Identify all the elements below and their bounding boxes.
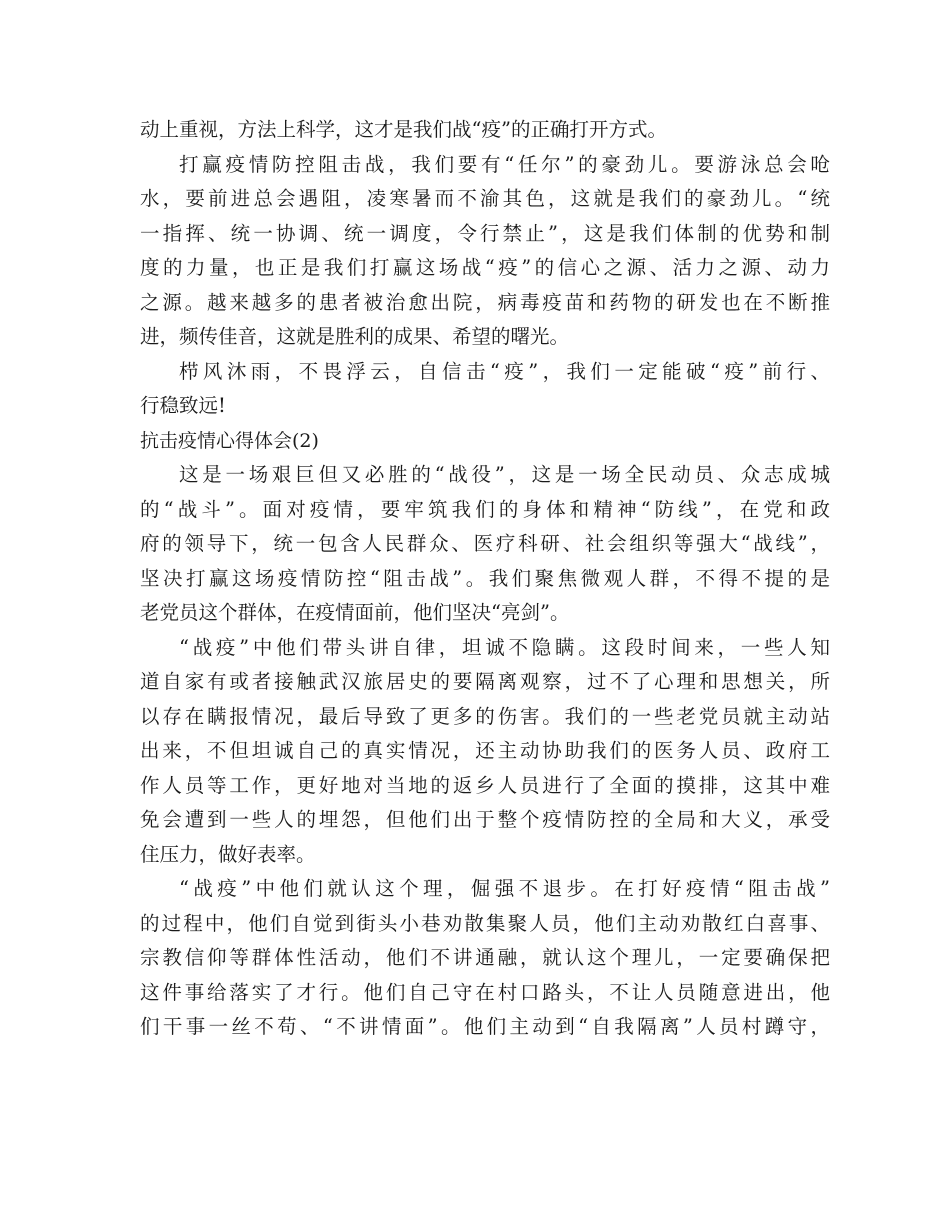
text-line: 府的领导下，统一包含人民群众、医疗科研、社会组织等强大“战线”，: [140, 532, 830, 555]
text-line: 水，要前进总会遇阻，凌寒暑而不渝其色，这就是我们的豪劲儿。“统: [140, 187, 830, 210]
text-line: 打赢疫情防控阻击战，我们要有“任尔”的豪劲儿。要游泳总会呛: [179, 152, 830, 176]
text-line: 作人员等工作，更好地对当地的返乡人员进行了全面的摸排，这其中难: [140, 773, 830, 797]
text-line: 坚决打赢这场疫情防控“阻击战”。我们聚焦微观人群，不得不提的是: [140, 566, 830, 590]
document-body: [140, 113, 830, 1045]
text-line: 这是一场艰巨但又必胜的“战役”，这是一场全民动员、众志成城: [179, 463, 830, 486]
text-line: 住压力，做好表率。: [140, 842, 316, 866]
text-line: 道自家有或者接触武汉旅居史的要隔离观察，过不了心理和思想关，所: [140, 670, 830, 693]
text-line: 出来，不但坦诚自己的真实情况，还主动协助我们的医务人员、政府工: [140, 739, 830, 762]
text-line: 以存在瞒报情况，最后导致了更多的伤害。我们的一些老党员就主动站: [140, 704, 830, 728]
text-line: “战疫”中他们就认这个理，倔强不退步。在打好疫情“阻击战”: [179, 877, 830, 900]
section-heading: 抗击疫情心得体会(2): [140, 429, 319, 452]
text-line: “战疫”中他们带头讲自律，坦诚不隐瞒。这段时间来，一些人知: [179, 635, 830, 659]
text-line: 动上重视，方法上科学，这才是我们战“疫”的正确打开方式。: [140, 118, 667, 141]
text-line: 一指挥、统一协调、统一调度，令行禁止”，这是我们体制的优势和制: [140, 221, 830, 245]
text-line: 的过程中，他们自觉到街头小巷劝散集聚人员，他们主动劝散红白喜事、: [140, 911, 830, 935]
text-line: 进，频传佳音，这就是胜利的成果、希望的曙光。: [140, 325, 570, 348]
text-line: 的“战斗”。面对疫情，要牢筑我们的身体和精神“防线”，在党和政: [140, 497, 830, 521]
text-line: 免会遭到一些人的埋怨，但他们出于整个疫情防控的全局和大义，承受: [140, 808, 830, 831]
text-line: 老党员这个群体，在疫情面前，他们坚决“亮剑”。: [140, 601, 570, 624]
text-line: 们干事一丝不苟、“不讲情面”。他们主动到“自我隔离”人员村蹲守，: [140, 1015, 830, 1038]
text-line: 度的力量，也正是我们打赢这场战“疫”的信心之源、活力之源、动力: [140, 256, 830, 279]
text-line: 之源。越来越多的患者被治愈出院，病毒疫苗和药物的研发也在不断推: [140, 290, 830, 314]
text-line: 这件事给落实了才行。他们自己守在村口路头，不让人员随意进出，他: [140, 980, 830, 1004]
text-line: 宗教信仰等群体性活动，他们不讲通融，就认这个理儿，一定要确保把: [140, 946, 830, 969]
text-line: 行稳致远!: [140, 394, 226, 417]
text-line: 栉风沐雨，不畏浮云，自信击“疫”，我们一定能破“疫”前行、: [179, 359, 830, 383]
